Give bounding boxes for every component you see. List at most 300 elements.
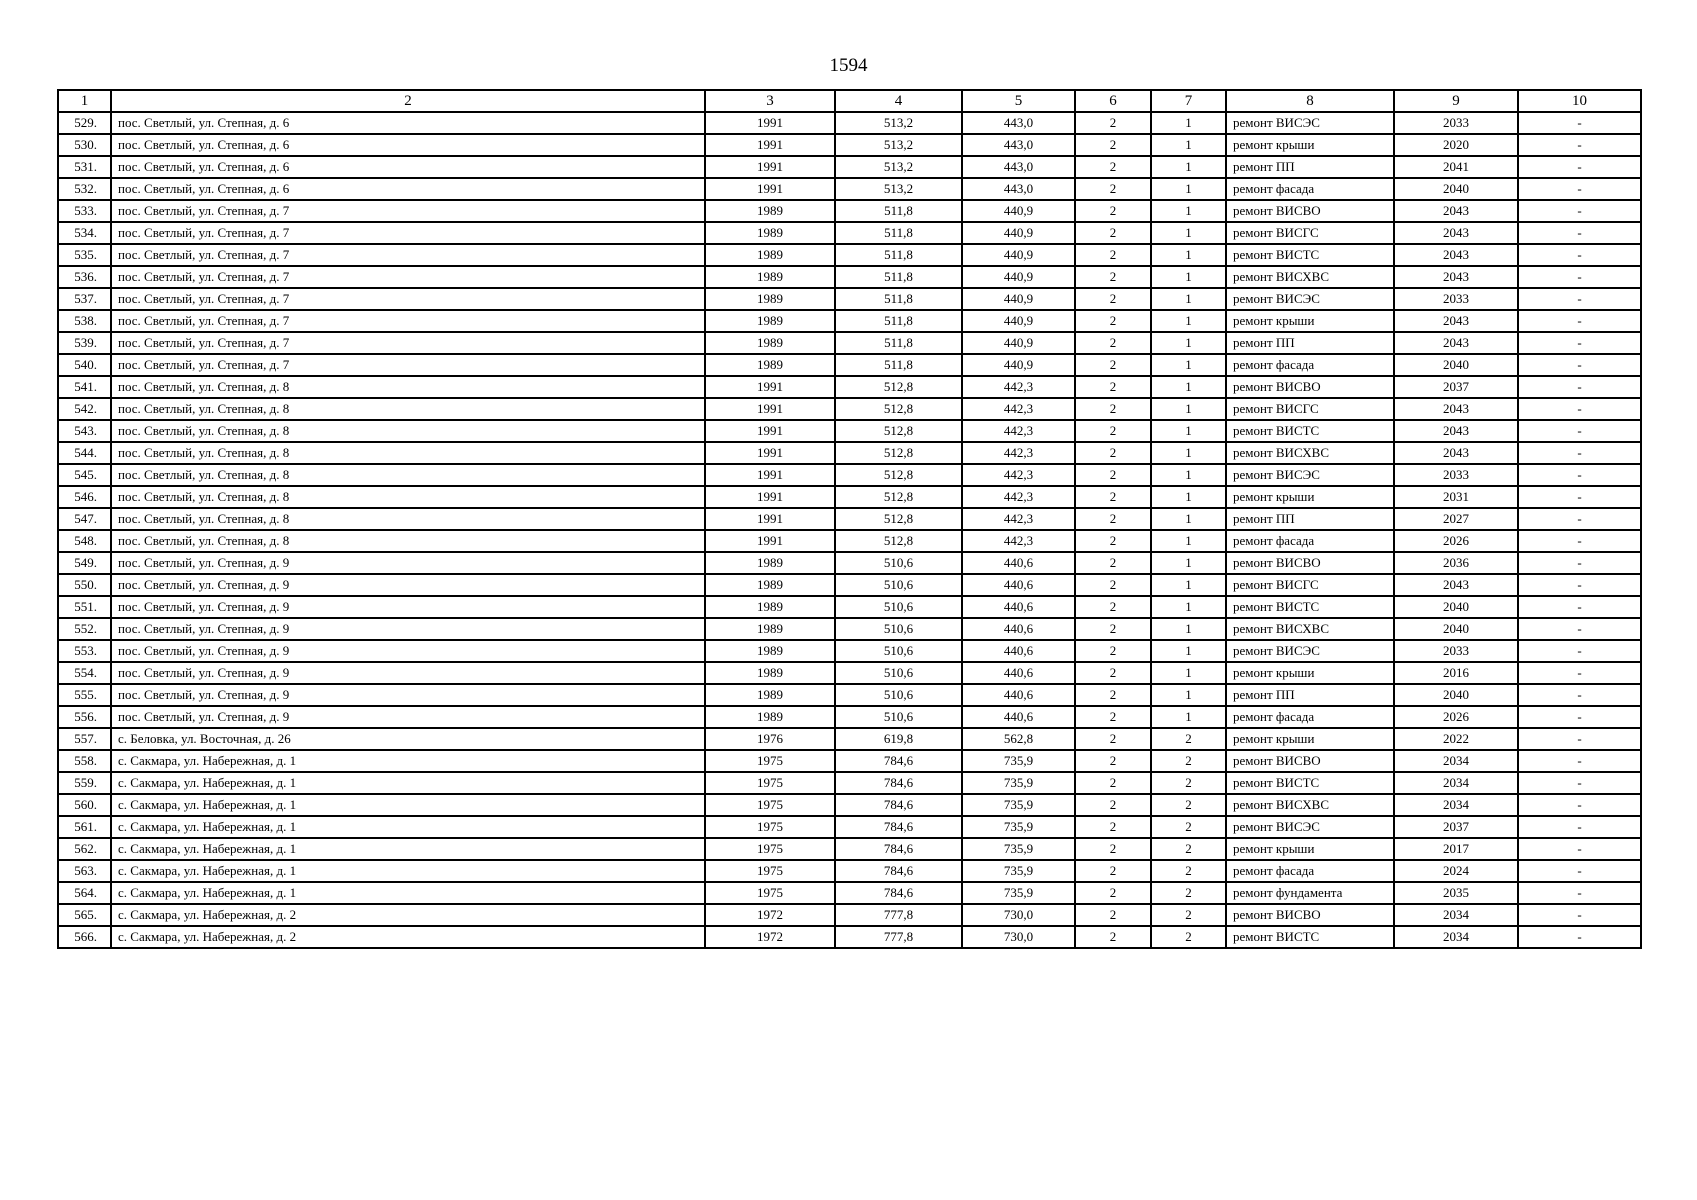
table-row <box>58 332 1641 354</box>
cell-floors: 2 <box>1075 662 1151 684</box>
cell-build-year: 1989 <box>705 332 835 354</box>
cell-entrances: 1 <box>1151 266 1226 288</box>
cell-address: с. Сакмара, ул. Набережная, д. 1 <box>111 882 705 904</box>
table-row <box>58 904 1641 926</box>
table-row <box>58 486 1641 508</box>
cell-note: - <box>1518 332 1641 354</box>
table-row <box>58 288 1641 310</box>
cell-planned-year: 2040 <box>1394 618 1518 640</box>
cell-entrances: 1 <box>1151 376 1226 398</box>
cell-address: пос. Светлый, ул. Степная, д. 9 <box>111 596 705 618</box>
cell-build-year: 1989 <box>705 552 835 574</box>
cell-row-number: 550. <box>58 574 111 596</box>
cell-planned-year: 2040 <box>1394 596 1518 618</box>
cell-work-type: ремонт фасада <box>1226 178 1394 200</box>
column-header: 5 <box>962 90 1075 112</box>
cell-address: пос. Светлый, ул. Степная, д. 8 <box>111 464 705 486</box>
cell-build-year: 1989 <box>705 574 835 596</box>
cell-row-number: 536. <box>58 266 111 288</box>
cell-row-number: 534. <box>58 222 111 244</box>
cell-work-type: ремонт ВИСХВС <box>1226 442 1394 464</box>
cell-note: - <box>1518 464 1641 486</box>
cell-living-area: 735,9 <box>962 750 1075 772</box>
cell-note: - <box>1518 860 1641 882</box>
cell-build-year: 1975 <box>705 772 835 794</box>
cell-row-number: 545. <box>58 464 111 486</box>
cell-address: пос. Светлый, ул. Степная, д. 8 <box>111 508 705 530</box>
cell-row-number: 544. <box>58 442 111 464</box>
cell-planned-year: 2040 <box>1394 684 1518 706</box>
cell-planned-year: 2043 <box>1394 310 1518 332</box>
cell-build-year: 1975 <box>705 882 835 904</box>
cell-floors: 2 <box>1075 354 1151 376</box>
cell-address: пос. Светлый, ул. Степная, д. 6 <box>111 178 705 200</box>
cell-row-number: 539. <box>58 332 111 354</box>
cell-row-number: 563. <box>58 860 111 882</box>
cell-note: - <box>1518 288 1641 310</box>
cell-floors: 2 <box>1075 156 1151 178</box>
cell-entrances: 1 <box>1151 156 1226 178</box>
cell-total-area: 512,8 <box>835 464 962 486</box>
cell-floors: 2 <box>1075 134 1151 156</box>
cell-floors: 2 <box>1075 508 1151 530</box>
cell-work-type: ремонт ВИСХВС <box>1226 618 1394 640</box>
cell-work-type: ремонт фасада <box>1226 860 1394 882</box>
cell-address: с. Сакмара, ул. Набережная, д. 1 <box>111 794 705 816</box>
cell-row-number: 533. <box>58 200 111 222</box>
cell-living-area: 443,0 <box>962 112 1075 134</box>
table-row <box>58 134 1641 156</box>
cell-floors: 2 <box>1075 750 1151 772</box>
cell-work-type: ремонт ПП <box>1226 508 1394 530</box>
column-header: 2 <box>111 90 705 112</box>
cell-planned-year: 2020 <box>1394 134 1518 156</box>
cell-planned-year: 2036 <box>1394 552 1518 574</box>
cell-entrances: 1 <box>1151 596 1226 618</box>
table-row <box>58 464 1641 486</box>
cell-build-year: 1991 <box>705 530 835 552</box>
cell-floors: 2 <box>1075 376 1151 398</box>
cell-work-type: ремонт ВИСГС <box>1226 398 1394 420</box>
cell-planned-year: 2043 <box>1394 222 1518 244</box>
cell-planned-year: 2043 <box>1394 244 1518 266</box>
cell-total-area: 512,8 <box>835 442 962 464</box>
cell-build-year: 1975 <box>705 750 835 772</box>
cell-build-year: 1991 <box>705 376 835 398</box>
cell-build-year: 1989 <box>705 640 835 662</box>
cell-floors: 2 <box>1075 728 1151 750</box>
cell-living-area: 442,3 <box>962 464 1075 486</box>
cell-build-year: 1989 <box>705 354 835 376</box>
cell-build-year: 1991 <box>705 464 835 486</box>
cell-total-area: 512,8 <box>835 420 962 442</box>
cell-note: - <box>1518 178 1641 200</box>
table-row <box>58 618 1641 640</box>
cell-work-type: ремонт ВИСЭС <box>1226 112 1394 134</box>
cell-total-area: 513,2 <box>835 156 962 178</box>
cell-address: пос. Светлый, ул. Степная, д. 7 <box>111 222 705 244</box>
cell-total-area: 784,6 <box>835 750 962 772</box>
cell-work-type: ремонт фасада <box>1226 354 1394 376</box>
cell-address: с. Беловка, ул. Восточная, д. 26 <box>111 728 705 750</box>
cell-note: - <box>1518 794 1641 816</box>
cell-build-year: 1991 <box>705 134 835 156</box>
cell-note: - <box>1518 640 1641 662</box>
cell-entrances: 1 <box>1151 398 1226 420</box>
cell-total-area: 513,2 <box>835 134 962 156</box>
cell-row-number: 532. <box>58 178 111 200</box>
cell-entrances: 1 <box>1151 244 1226 266</box>
cell-address: пос. Светлый, ул. Степная, д. 8 <box>111 442 705 464</box>
cell-floors: 2 <box>1075 530 1151 552</box>
cell-note: - <box>1518 926 1641 948</box>
table-row <box>58 926 1641 948</box>
cell-work-type: ремонт ВИСЭС <box>1226 464 1394 486</box>
cell-row-number: 554. <box>58 662 111 684</box>
column-header: 4 <box>835 90 962 112</box>
cell-note: - <box>1518 772 1641 794</box>
cell-living-area: 442,3 <box>962 442 1075 464</box>
cell-entrances: 1 <box>1151 508 1226 530</box>
cell-living-area: 730,0 <box>962 926 1075 948</box>
table-row <box>58 882 1641 904</box>
cell-build-year: 1975 <box>705 816 835 838</box>
cell-floors: 2 <box>1075 398 1151 420</box>
cell-planned-year: 2034 <box>1394 904 1518 926</box>
cell-note: - <box>1518 112 1641 134</box>
cell-build-year: 1972 <box>705 926 835 948</box>
cell-work-type: ремонт ПП <box>1226 332 1394 354</box>
cell-build-year: 1991 <box>705 178 835 200</box>
cell-row-number: 555. <box>58 684 111 706</box>
cell-floors: 2 <box>1075 178 1151 200</box>
cell-total-area: 512,8 <box>835 398 962 420</box>
cell-total-area: 510,6 <box>835 640 962 662</box>
cell-planned-year: 2034 <box>1394 926 1518 948</box>
cell-work-type: ремонт крыши <box>1226 728 1394 750</box>
cell-note: - <box>1518 552 1641 574</box>
cell-note: - <box>1518 838 1641 860</box>
cell-note: - <box>1518 508 1641 530</box>
cell-work-type: ремонт ВИСЭС <box>1226 816 1394 838</box>
cell-floors: 2 <box>1075 420 1151 442</box>
cell-planned-year: 2024 <box>1394 860 1518 882</box>
cell-living-area: 440,9 <box>962 354 1075 376</box>
cell-address: пос. Светлый, ул. Степная, д. 6 <box>111 156 705 178</box>
cell-note: - <box>1518 266 1641 288</box>
cell-floors: 2 <box>1075 618 1151 640</box>
cell-build-year: 1989 <box>705 706 835 728</box>
cell-build-year: 1989 <box>705 200 835 222</box>
cell-build-year: 1991 <box>705 398 835 420</box>
cell-note: - <box>1518 156 1641 178</box>
cell-entrances: 1 <box>1151 332 1226 354</box>
cell-row-number: 548. <box>58 530 111 552</box>
cell-planned-year: 2034 <box>1394 750 1518 772</box>
cell-row-number: 549. <box>58 552 111 574</box>
cell-total-area: 512,8 <box>835 376 962 398</box>
cell-work-type: ремонт крыши <box>1226 838 1394 860</box>
cell-address: пос. Светлый, ул. Степная, д. 9 <box>111 618 705 640</box>
table-row <box>58 640 1641 662</box>
cell-address: пос. Светлый, ул. Степная, д. 6 <box>111 112 705 134</box>
cell-living-area: 440,6 <box>962 684 1075 706</box>
cell-row-number: 564. <box>58 882 111 904</box>
cell-note: - <box>1518 816 1641 838</box>
cell-planned-year: 2016 <box>1394 662 1518 684</box>
cell-address: пос. Светлый, ул. Степная, д. 8 <box>111 420 705 442</box>
cell-total-area: 510,6 <box>835 574 962 596</box>
cell-row-number: 546. <box>58 486 111 508</box>
cell-build-year: 1991 <box>705 508 835 530</box>
cell-living-area: 440,9 <box>962 244 1075 266</box>
table-row <box>58 354 1641 376</box>
cell-address: пос. Светлый, ул. Степная, д. 8 <box>111 398 705 420</box>
cell-address: пос. Светлый, ул. Степная, д. 9 <box>111 662 705 684</box>
cell-living-area: 735,9 <box>962 772 1075 794</box>
cell-build-year: 1989 <box>705 310 835 332</box>
cell-note: - <box>1518 376 1641 398</box>
cell-row-number: 558. <box>58 750 111 772</box>
cell-note: - <box>1518 662 1641 684</box>
cell-total-area: 619,8 <box>835 728 962 750</box>
cell-entrances: 2 <box>1151 838 1226 860</box>
table-row <box>58 310 1641 332</box>
cell-address: пос. Светлый, ул. Степная, д. 7 <box>111 332 705 354</box>
cell-planned-year: 2043 <box>1394 398 1518 420</box>
cell-build-year: 1989 <box>705 266 835 288</box>
cell-row-number: 538. <box>58 310 111 332</box>
cell-living-area: 735,9 <box>962 794 1075 816</box>
cell-address: с. Сакмара, ул. Набережная, д. 2 <box>111 926 705 948</box>
cell-note: - <box>1518 134 1641 156</box>
cell-living-area: 440,6 <box>962 574 1075 596</box>
cell-total-area: 511,8 <box>835 332 962 354</box>
cell-note: - <box>1518 310 1641 332</box>
cell-planned-year: 2043 <box>1394 574 1518 596</box>
cell-build-year: 1975 <box>705 860 835 882</box>
cell-address: с. Сакмара, ул. Набережная, д. 2 <box>111 904 705 926</box>
cell-note: - <box>1518 222 1641 244</box>
page-number: 1594 <box>829 55 868 76</box>
table-row <box>58 816 1641 838</box>
table-row <box>58 112 1641 134</box>
cell-total-area: 513,2 <box>835 178 962 200</box>
cell-floors: 2 <box>1075 266 1151 288</box>
cell-address: с. Сакмара, ул. Набережная, д. 1 <box>111 750 705 772</box>
cell-floors: 2 <box>1075 112 1151 134</box>
cell-work-type: ремонт ВИСГС <box>1226 574 1394 596</box>
cell-entrances: 1 <box>1151 684 1226 706</box>
cell-row-number: 557. <box>58 728 111 750</box>
cell-total-area: 512,8 <box>835 486 962 508</box>
cell-total-area: 784,6 <box>835 838 962 860</box>
cell-entrances: 2 <box>1151 794 1226 816</box>
table-row <box>58 574 1641 596</box>
cell-total-area: 511,8 <box>835 244 962 266</box>
cell-work-type: ремонт ПП <box>1226 684 1394 706</box>
cell-work-type: ремонт ВИСВО <box>1226 750 1394 772</box>
cell-build-year: 1991 <box>705 112 835 134</box>
cell-floors: 2 <box>1075 464 1151 486</box>
cell-row-number: 562. <box>58 838 111 860</box>
cell-note: - <box>1518 486 1641 508</box>
cell-total-area: 512,8 <box>835 530 962 552</box>
cell-total-area: 510,6 <box>835 662 962 684</box>
cell-total-area: 784,6 <box>835 882 962 904</box>
cell-row-number: 560. <box>58 794 111 816</box>
cell-address: пос. Светлый, ул. Степная, д. 9 <box>111 574 705 596</box>
cell-work-type: ремонт ВИСХВС <box>1226 266 1394 288</box>
cell-entrances: 2 <box>1151 750 1226 772</box>
cell-work-type: ремонт крыши <box>1226 662 1394 684</box>
cell-floors: 2 <box>1075 772 1151 794</box>
cell-entrances: 1 <box>1151 574 1226 596</box>
cell-total-area: 511,8 <box>835 200 962 222</box>
cell-floors: 2 <box>1075 310 1151 332</box>
cell-address: пос. Светлый, ул. Степная, д. 7 <box>111 310 705 332</box>
cell-work-type: ремонт крыши <box>1226 310 1394 332</box>
table-row <box>58 376 1641 398</box>
cell-living-area: 440,6 <box>962 618 1075 640</box>
table-row <box>58 728 1641 750</box>
table-row <box>58 200 1641 222</box>
cell-note: - <box>1518 728 1641 750</box>
cell-row-number: 540. <box>58 354 111 376</box>
cell-living-area: 440,9 <box>962 266 1075 288</box>
column-header: 7 <box>1151 90 1226 112</box>
cell-row-number: 529. <box>58 112 111 134</box>
cell-row-number: 566. <box>58 926 111 948</box>
cell-entrances: 1 <box>1151 178 1226 200</box>
cell-build-year: 1989 <box>705 596 835 618</box>
cell-entrances: 1 <box>1151 640 1226 662</box>
cell-work-type: ремонт фундамента <box>1226 882 1394 904</box>
cell-entrances: 1 <box>1151 134 1226 156</box>
cell-total-area: 784,6 <box>835 772 962 794</box>
cell-row-number: 542. <box>58 398 111 420</box>
cell-entrances: 1 <box>1151 200 1226 222</box>
cell-entrances: 1 <box>1151 288 1226 310</box>
cell-work-type: ремонт крыши <box>1226 134 1394 156</box>
cell-planned-year: 2043 <box>1394 442 1518 464</box>
cell-living-area: 442,3 <box>962 420 1075 442</box>
cell-entrances: 1 <box>1151 662 1226 684</box>
cell-planned-year: 2034 <box>1394 772 1518 794</box>
cell-work-type: ремонт ВИСТС <box>1226 926 1394 948</box>
cell-living-area: 440,9 <box>962 310 1075 332</box>
cell-floors: 2 <box>1075 706 1151 728</box>
cell-work-type: ремонт ПП <box>1226 156 1394 178</box>
cell-row-number: 535. <box>58 244 111 266</box>
cell-note: - <box>1518 684 1641 706</box>
cell-living-area: 442,3 <box>962 486 1075 508</box>
cell-entrances: 1 <box>1151 442 1226 464</box>
cell-entrances: 1 <box>1151 112 1226 134</box>
cell-planned-year: 2026 <box>1394 706 1518 728</box>
cell-build-year: 1989 <box>705 244 835 266</box>
table-row <box>58 772 1641 794</box>
cell-living-area: 440,6 <box>962 706 1075 728</box>
table-row <box>58 178 1641 200</box>
table-row <box>58 156 1641 178</box>
cell-living-area: 440,9 <box>962 200 1075 222</box>
cell-total-area: 511,8 <box>835 288 962 310</box>
cell-living-area: 735,9 <box>962 816 1075 838</box>
cell-living-area: 443,0 <box>962 178 1075 200</box>
cell-floors: 2 <box>1075 882 1151 904</box>
table-row <box>58 662 1641 684</box>
cell-work-type: ремонт ВИСТС <box>1226 772 1394 794</box>
cell-address: пос. Светлый, ул. Степная, д. 8 <box>111 376 705 398</box>
cell-entrances: 1 <box>1151 618 1226 640</box>
cell-total-area: 510,6 <box>835 618 962 640</box>
cell-living-area: 443,0 <box>962 156 1075 178</box>
cell-row-number: 565. <box>58 904 111 926</box>
cell-build-year: 1989 <box>705 662 835 684</box>
cell-total-area: 513,2 <box>835 112 962 134</box>
cell-entrances: 1 <box>1151 310 1226 332</box>
table-row <box>58 244 1641 266</box>
cell-build-year: 1989 <box>705 222 835 244</box>
cell-address: пос. Светлый, ул. Степная, д. 7 <box>111 354 705 376</box>
cell-work-type: ремонт фасада <box>1226 706 1394 728</box>
cell-planned-year: 2035 <box>1394 882 1518 904</box>
cell-build-year: 1989 <box>705 288 835 310</box>
cell-entrances: 1 <box>1151 706 1226 728</box>
table-body <box>58 112 1641 948</box>
cell-planned-year: 2017 <box>1394 838 1518 860</box>
cell-floors: 2 <box>1075 794 1151 816</box>
cell-work-type: ремонт ВИСВО <box>1226 376 1394 398</box>
cell-address: пос. Светлый, ул. Степная, д. 7 <box>111 200 705 222</box>
cell-row-number: 556. <box>58 706 111 728</box>
cell-total-area: 784,6 <box>835 794 962 816</box>
cell-floors: 2 <box>1075 552 1151 574</box>
cell-note: - <box>1518 574 1641 596</box>
cell-floors: 2 <box>1075 244 1151 266</box>
cell-entrances: 1 <box>1151 354 1226 376</box>
cell-entrances: 2 <box>1151 904 1226 926</box>
cell-note: - <box>1518 420 1641 442</box>
cell-living-area: 440,6 <box>962 640 1075 662</box>
cell-total-area: 511,8 <box>835 310 962 332</box>
cell-note: - <box>1518 244 1641 266</box>
column-header: 6 <box>1075 90 1151 112</box>
cell-entrances: 1 <box>1151 464 1226 486</box>
cell-work-type: ремонт ВИСТС <box>1226 596 1394 618</box>
column-header: 1 <box>58 90 111 112</box>
cell-row-number: 543. <box>58 420 111 442</box>
cell-address: пос. Светлый, ул. Степная, д. 6 <box>111 134 705 156</box>
cell-note: - <box>1518 398 1641 420</box>
cell-planned-year: 2034 <box>1394 794 1518 816</box>
cell-entrances: 2 <box>1151 772 1226 794</box>
cell-note: - <box>1518 750 1641 772</box>
cell-address: с. Сакмара, ул. Набережная, д. 1 <box>111 772 705 794</box>
cell-work-type: ремонт ВИСЭС <box>1226 288 1394 310</box>
cell-floors: 2 <box>1075 442 1151 464</box>
cell-floors: 2 <box>1075 640 1151 662</box>
table-row <box>58 750 1641 772</box>
cell-total-area: 777,8 <box>835 926 962 948</box>
header-row <box>58 90 1641 112</box>
cell-total-area: 784,6 <box>835 860 962 882</box>
cell-planned-year: 2037 <box>1394 816 1518 838</box>
cell-planned-year: 2026 <box>1394 530 1518 552</box>
cell-total-area: 510,6 <box>835 552 962 574</box>
cell-floors: 2 <box>1075 926 1151 948</box>
